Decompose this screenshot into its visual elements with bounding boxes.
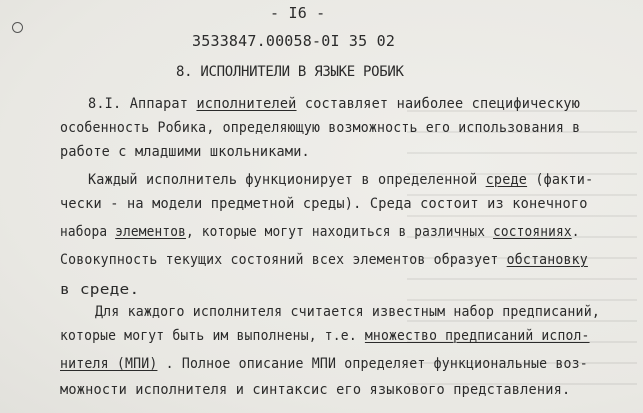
text-line <box>60 382 570 398</box>
text-segment: можности исполнителя и синтаксис его языкового представления. <box>60 382 571 398</box>
text-segment: . <box>571 224 580 240</box>
text-segment: в среде. <box>60 282 140 298</box>
underlined-term: исполнителей <box>196 96 297 112</box>
text-segment: Для каждого исполнителя считается известным набор предписаний, <box>95 304 600 320</box>
text-line <box>60 196 588 212</box>
text-segment: набора <box>60 224 116 240</box>
underlined-term: обстановку <box>506 252 588 268</box>
underlined-term: состояниях <box>492 224 572 240</box>
text-segment: . Полное описание МПИ определяет функциональные воз- <box>157 356 588 372</box>
bleed-through-texture <box>407 110 637 390</box>
text-segment: Совокупность текущих состояний всех элементов образует <box>60 252 507 268</box>
document-code: 3533847.00058-0I 35 02 <box>192 32 396 50</box>
text-line <box>60 120 580 136</box>
text-line <box>60 282 139 298</box>
text-segment: , которые могут находиться в различных <box>185 224 493 240</box>
underlined-term: множество предписаний испол- <box>364 328 590 344</box>
text-segment: особенность Робика, определяющую возможность его использования в <box>60 120 581 136</box>
text-segment: чески - на модели предметной среды). Среда состоит из конечного <box>60 196 588 212</box>
section-title: 8. ИСПОЛНИТЕЛИ В ЯЗЫКЕ РОБИК <box>176 64 404 80</box>
text-line <box>60 328 590 344</box>
page-number: - I6 - <box>270 4 326 22</box>
underlined-term: элементов <box>115 224 186 240</box>
text-line <box>95 304 600 320</box>
text-segment: Каждый исполнитель функционирует в определенной <box>88 172 486 188</box>
underlined-term: нителя (МПИ) <box>60 356 158 372</box>
text-line <box>60 224 580 240</box>
text-line <box>88 96 580 112</box>
underlined-term: среде <box>485 172 528 188</box>
text-segment: работе с младшими школьниками. <box>60 144 310 160</box>
text-segment: которые могут быть им выполнены, т.е. <box>60 328 365 344</box>
text-segment: 8.I. Аппарат <box>88 96 197 112</box>
text-segment: составляет наиболее специфическую <box>296 96 581 112</box>
punch-hole-mark <box>12 22 23 33</box>
text-segment: (факти- <box>527 172 594 188</box>
text-line <box>60 252 588 268</box>
text-line <box>88 172 593 188</box>
text-line <box>60 144 310 160</box>
text-line <box>60 356 588 372</box>
